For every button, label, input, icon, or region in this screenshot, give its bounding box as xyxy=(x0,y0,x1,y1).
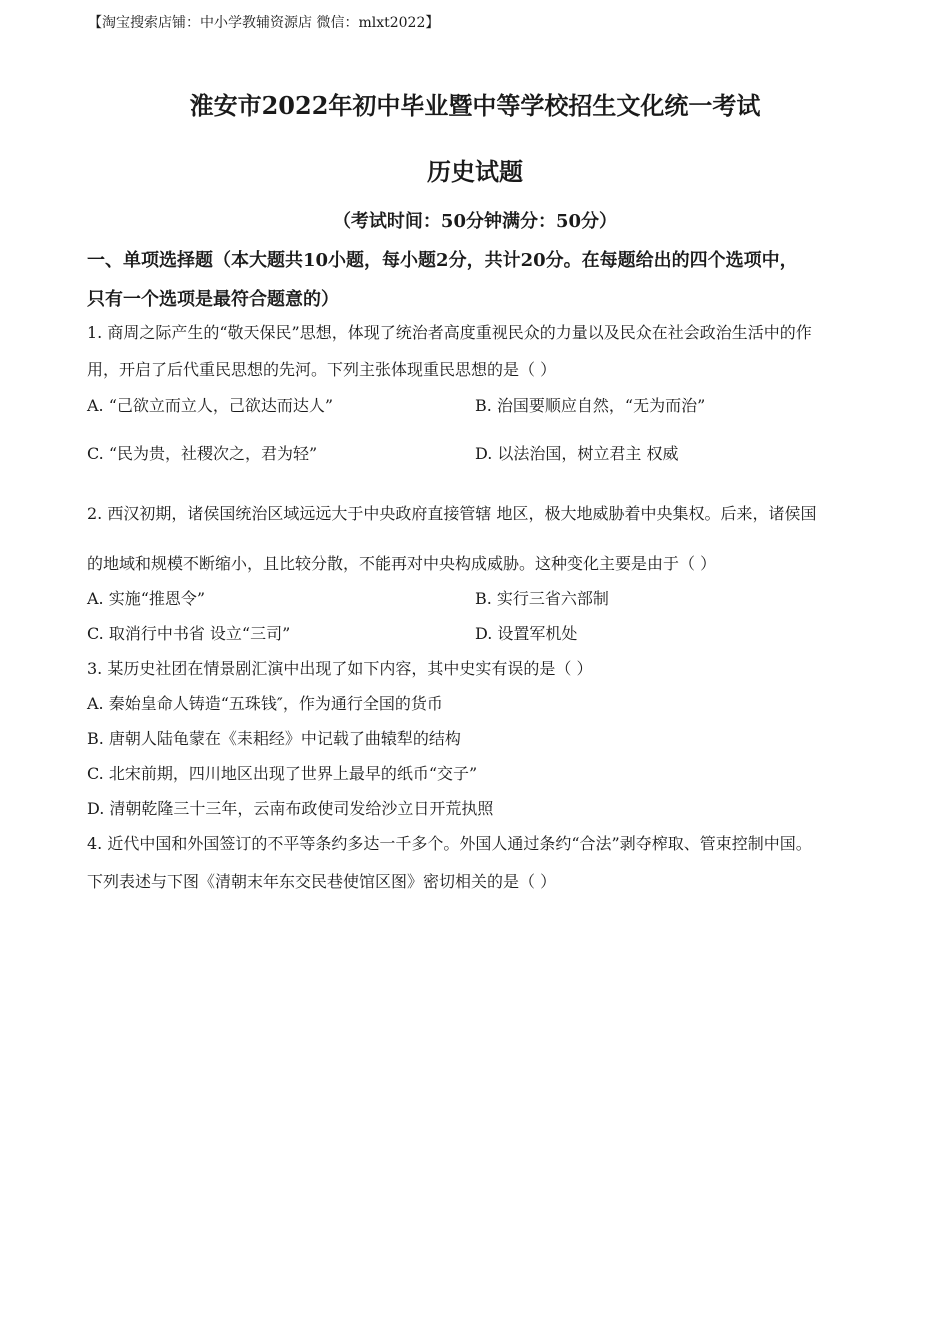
q1-option-b: B. 治国要顺应自然，“无为而治” xyxy=(475,396,706,415)
q2-stem-line2: 的地域和规模不断缩小，且比较分散，不能再对中央构成威胁。这种变化主要是由于（ ） xyxy=(87,554,717,573)
q3-option-b: B. 唐朝人陆龟蒙在《耒耜经》中记载了曲辕犁的结构 xyxy=(87,729,461,748)
q2-option-d: D. 设置军机处 xyxy=(475,624,578,643)
q1-stem-line1: 1. 商周之际产生的“敬天保民”思想，体现了统治者高度重视民众的力量以及民众在社会政治生活中的作 xyxy=(87,323,812,342)
section-heading-line1: 一、单项选择题（本大题共10小题，每小题2分，共计20分。在每题给出的四个选项中， xyxy=(87,250,798,271)
q2-stem-line1: 2. 西汉初期，诸侯国统治区域远远大于中央政府直接管辖 地区，极大地威胁着中央集权。后来，诸侯国 xyxy=(87,504,817,523)
q3-option-a: A. 秦始皇命人铸造“五珠钱″，作为通行全国的货币 xyxy=(87,694,443,713)
header-note: 【淘宝搜索店铺：中小学教辅资源店 微信：mlxt2022】 xyxy=(88,15,440,31)
q2-option-c: C. 取消行中书省 设立“三司” xyxy=(87,624,291,643)
q2-option-a: A. 实施“推恩令” xyxy=(87,589,206,608)
q3-option-d: D. 清朝乾隆三十三年，云南布政使司发给沙立日开荒执照 xyxy=(87,799,494,818)
section-heading-line2: 只有一个选项是最符合题意的） xyxy=(87,289,339,310)
q3-stem: 3. 某历史社团在情景剧汇演中出现了如下内容，其中史实有误的是（ ） xyxy=(87,659,593,678)
q1-option-a: A. “己欲立而立人，己欲达而达人” xyxy=(87,396,334,415)
q1-stem-line2: 用，开启了后代重民思想的先河。下列主张体现重民思想的是（ ） xyxy=(87,360,557,379)
q1-option-c: C. “民为贵，社稷次之，君为轻” xyxy=(87,444,318,463)
exam-title: 淮安市2022年初中毕业暨中等学校招生文化统一考试 xyxy=(189,91,761,120)
exam-info: （考试时间：50分钟满分：50分） xyxy=(332,211,618,232)
q1-option-d: D. 以法治国，树立君主 权威 xyxy=(475,444,679,463)
q4-stem-line2: 下列表述与下图《清朝末年东交民巷使馆区图》密切相关的是（ ） xyxy=(87,872,557,891)
q4-stem-line1: 4. 近代中国和外国签订的不平等条约多达一千多个。外国人通过条约“合法”剥夺榨取、管束控制中国。 xyxy=(87,834,812,853)
q3-option-c: C. 北宋前期，四川地区出现了世界上最早的纸币“交子” xyxy=(87,764,478,783)
q2-option-b: B. 实行三省六部制 xyxy=(475,589,609,608)
exam-subtitle: 历史试题 xyxy=(427,157,523,186)
